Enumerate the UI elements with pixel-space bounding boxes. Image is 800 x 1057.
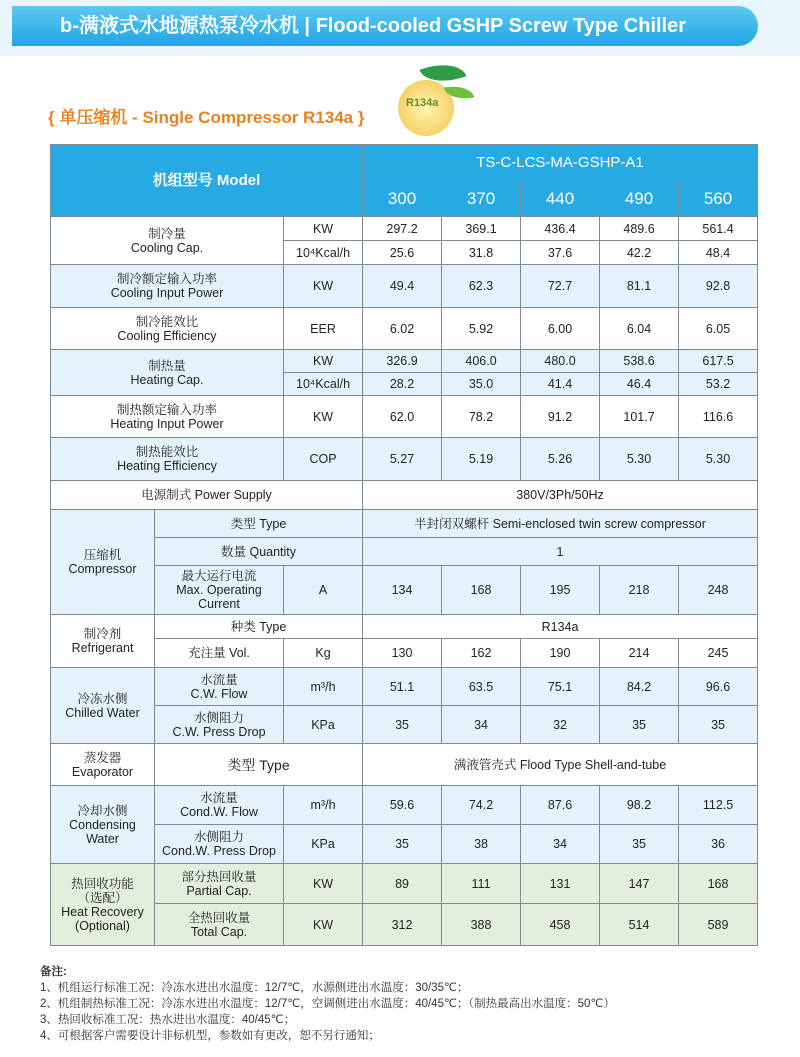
- value: 32: [521, 706, 600, 744]
- model-col: 300: [363, 182, 442, 217]
- value: 162: [442, 639, 521, 668]
- note-item: 1、机组运行标准工况：冷冻水进出水温度：12/7℃，水源侧进出水温度：30/35℃；: [40, 982, 469, 994]
- unit: EER: [284, 308, 363, 350]
- label-en: Total Cap.: [190, 924, 248, 939]
- label-cn: 冷却水侧: [77, 803, 128, 818]
- value: 36: [679, 825, 758, 864]
- label-en: Heating Efficiency: [117, 459, 217, 473]
- value: 84.2: [600, 668, 679, 706]
- value: 74.2: [442, 786, 521, 825]
- label-en: Heating Input Power: [110, 416, 224, 431]
- label-cn: 制冷能效比: [135, 314, 199, 329]
- heating-cap-label: [51, 350, 284, 396]
- value: 46.4: [600, 373, 679, 396]
- value: 116.6: [679, 396, 758, 438]
- label-en: Cond.W. Press Drop: [162, 844, 276, 858]
- value: 190: [521, 639, 600, 668]
- note-item: 4、可根据客户需要设计非标机型，参数如有更改，恕不另行通知；: [40, 1030, 380, 1042]
- label-en: Evaporator: [71, 764, 134, 779]
- compressor-qty-value: 1: [363, 538, 758, 566]
- value: 5.26: [521, 438, 600, 481]
- label-en: C.W. Press Drop: [172, 724, 266, 739]
- label-en: C.W. Flow: [190, 686, 248, 701]
- value: 561.4: [679, 217, 758, 241]
- label-cn: 全热回收量: [187, 910, 251, 925]
- evaporator-type-value: 满液管壳式 Flood Type Shell-and-tube: [363, 744, 758, 786]
- notes-title: 备注:: [40, 966, 67, 978]
- label-cn: 压缩机: [83, 548, 122, 562]
- cond-flow-label: [155, 786, 284, 825]
- value: 6.04: [600, 308, 679, 350]
- model-label: 机组型号 Model: [51, 145, 363, 217]
- heating-eff-label: [51, 438, 284, 481]
- charge-vol-label: 充注量 Vol.: [155, 639, 284, 668]
- label-en: Condensing: [69, 817, 136, 832]
- value: 81.1: [600, 265, 679, 308]
- value: 5.30: [679, 438, 758, 481]
- value: 195: [521, 566, 600, 615]
- refrigerant-label: [51, 615, 155, 668]
- value: 406.0: [442, 350, 521, 373]
- value: 168: [679, 864, 758, 904]
- value: 245: [679, 639, 758, 668]
- model-series: TS-C-LCS-MA-GSHP-A1: [363, 145, 758, 182]
- note-item: 3、热回收标准工况：热水进出水温度：40/45℃；: [40, 1014, 296, 1026]
- power-supply-value: 380V/3Ph/50Hz: [363, 481, 758, 510]
- label-cn: 制热量: [148, 358, 186, 373]
- section-subtitle: { 单压缩机 - Single Compressor R134a }: [48, 108, 365, 127]
- unit: A: [284, 566, 363, 615]
- label-cn: 水侧阻力: [193, 710, 244, 725]
- value: 35: [679, 706, 758, 744]
- compressor-type-value: 半封闭双螺杆 Semi-enclosed twin screw compressor: [363, 510, 758, 538]
- value: 5.19: [442, 438, 521, 481]
- evaporator-label: [51, 744, 155, 786]
- value: 312: [363, 904, 442, 946]
- value: 75.1: [521, 668, 600, 706]
- value: 62.0: [363, 396, 442, 438]
- value: 111: [442, 864, 521, 904]
- value: 38: [442, 825, 521, 864]
- label-en: Heat Recovery: [61, 904, 144, 919]
- value: 297.2: [363, 217, 442, 241]
- label-en: Heating Cap.: [130, 372, 204, 387]
- compressor-qty-label: 数量 Quantity: [155, 538, 363, 566]
- value: 5.27: [363, 438, 442, 481]
- unit: KW: [284, 350, 363, 373]
- value: 89: [363, 864, 442, 904]
- label-en: Water: [86, 831, 119, 846]
- value: 96.6: [679, 668, 758, 706]
- value: 49.4: [363, 265, 442, 308]
- value: 35.0: [442, 373, 521, 396]
- unit: KW: [284, 904, 363, 946]
- value: 5.92: [442, 308, 521, 350]
- unit: 10⁴Kcal/h: [284, 241, 363, 265]
- unit: m³/h: [284, 786, 363, 825]
- value: 41.4: [521, 373, 600, 396]
- value: 130: [363, 639, 442, 668]
- power-supply-label: 电源制式 Power Supply: [51, 481, 363, 510]
- value: 35: [363, 825, 442, 864]
- unit: KW: [284, 396, 363, 438]
- cw-flow-label: [155, 668, 284, 706]
- value: 480.0: [521, 350, 600, 373]
- cooling-power-label: [51, 265, 284, 308]
- unit: KW: [284, 265, 363, 308]
- spec-table: [50, 144, 758, 946]
- value: 218: [600, 566, 679, 615]
- total-cap-label: [155, 904, 284, 946]
- label-cn: 制热能效比: [135, 445, 199, 459]
- value: 87.6: [521, 786, 600, 825]
- value: 112.5: [679, 786, 758, 825]
- value: 91.2: [521, 396, 600, 438]
- label-cn: （选配）: [77, 890, 128, 905]
- chilled-water-label: [51, 668, 155, 744]
- evaporator-type-label: 类型 Type: [155, 744, 363, 786]
- label-en: (Optional): [75, 918, 130, 933]
- value: 514: [600, 904, 679, 946]
- label-cn: 制冷量: [148, 226, 186, 241]
- unit: KW: [284, 864, 363, 904]
- value: 589: [679, 904, 758, 946]
- cooling-eff-label: [51, 308, 284, 350]
- unit: Kg: [284, 639, 363, 668]
- unit: COP: [284, 438, 363, 481]
- label-cn: 冷冻水侧: [77, 691, 128, 706]
- value: 214: [600, 639, 679, 668]
- label-en: Cooling Input Power: [110, 286, 224, 300]
- value: 92.8: [679, 265, 758, 308]
- notes-section: [40, 964, 615, 1044]
- condensing-water-label: [51, 786, 155, 864]
- unit: KW: [284, 217, 363, 241]
- value: 6.02: [363, 308, 442, 350]
- value: 53.2: [679, 373, 758, 396]
- value: 5.30: [600, 438, 679, 481]
- value: 25.6: [363, 241, 442, 265]
- label-cn: 水流量: [200, 791, 238, 805]
- compressor-type-label: 类型 Type: [155, 510, 363, 538]
- label-en: Chilled Water: [65, 705, 140, 720]
- cond-drop-label: [155, 825, 284, 864]
- value: 6.00: [521, 308, 600, 350]
- value: 168: [442, 566, 521, 615]
- value: 28.2: [363, 373, 442, 396]
- note-item: 2、机组制热标准工况：冷冻水进出水温度：12/7℃，空调侧进出水温度：40/45℃；（制热最高出水温度：50℃）: [40, 998, 615, 1010]
- label-cn: 水流量: [200, 672, 238, 687]
- value: 489.6: [600, 217, 679, 241]
- cw-drop-label: [155, 706, 284, 744]
- page-title: b-满液式水地源热泵冷水机 | Flood-cooled GSHP Screw Type Chiller: [12, 6, 758, 46]
- refrigerant-type-value: R134a: [363, 615, 758, 639]
- label-cn: 热回收功能: [71, 876, 134, 891]
- unit: KPa: [284, 706, 363, 744]
- unit: m³/h: [284, 668, 363, 706]
- value: 35: [600, 706, 679, 744]
- heat-recovery-label: [51, 864, 155, 946]
- value: 48.4: [679, 241, 758, 265]
- label-en: Cond.W. Flow: [180, 805, 258, 819]
- label-cn: 部分热回收量: [181, 869, 257, 884]
- value: 35: [363, 706, 442, 744]
- label-cn: 水侧阻力: [193, 830, 244, 844]
- model-col: 440: [521, 182, 600, 217]
- label-cn: 制冷额定输入功率: [116, 272, 217, 286]
- label-en: Cooling Cap.: [130, 240, 204, 255]
- label-en: Compressor: [68, 562, 137, 576]
- max-current-label: [155, 566, 284, 615]
- label-cn: 制热额定输入功率: [116, 402, 217, 417]
- label-cn: 最大运行电流: [181, 569, 257, 583]
- partial-cap-label: [155, 864, 284, 904]
- value: 147: [600, 864, 679, 904]
- unit: 10⁴Kcal/h: [284, 373, 363, 396]
- refrigerant-type-label: 种类 Type: [155, 615, 363, 639]
- label-cn: 制冷剂: [83, 627, 122, 641]
- value: 51.1: [363, 668, 442, 706]
- value: 42.2: [600, 241, 679, 265]
- value: 78.2: [442, 396, 521, 438]
- value: 72.7: [521, 265, 600, 308]
- value: 538.6: [600, 350, 679, 373]
- value: 131: [521, 864, 600, 904]
- badge-text: R134a: [406, 97, 439, 109]
- value: 63.5: [442, 668, 521, 706]
- value: 31.8: [442, 241, 521, 265]
- unit: KPa: [284, 825, 363, 864]
- label-en: Current: [198, 597, 240, 611]
- value: 62.3: [442, 265, 521, 308]
- model-col: 490: [600, 182, 679, 217]
- label-en: Max. Operating: [176, 583, 262, 597]
- value: 617.5: [679, 350, 758, 373]
- value: 248: [679, 566, 758, 615]
- value: 59.6: [363, 786, 442, 825]
- model-col: 370: [442, 182, 521, 217]
- value: 436.4: [521, 217, 600, 241]
- value: 34: [521, 825, 600, 864]
- value: 326.9: [363, 350, 442, 373]
- heating-power-label: [51, 396, 284, 438]
- compressor-label: [51, 510, 155, 615]
- value: 458: [521, 904, 600, 946]
- label-en: Refrigerant: [71, 641, 134, 655]
- value: 35: [600, 825, 679, 864]
- model-col: 560: [679, 182, 758, 217]
- value: 369.1: [442, 217, 521, 241]
- value: 6.05: [679, 308, 758, 350]
- label-cn: 蒸发器: [83, 750, 122, 765]
- value: 37.6: [521, 241, 600, 265]
- value: 101.7: [600, 396, 679, 438]
- value: 98.2: [600, 786, 679, 825]
- header-banner: [0, 0, 800, 56]
- value: 388: [442, 904, 521, 946]
- label-en: Cooling Efficiency: [117, 328, 217, 343]
- value: 134: [363, 566, 442, 615]
- label-en: Partial Cap.: [186, 883, 252, 898]
- value: 34: [442, 706, 521, 744]
- cooling-cap-label: [51, 217, 284, 265]
